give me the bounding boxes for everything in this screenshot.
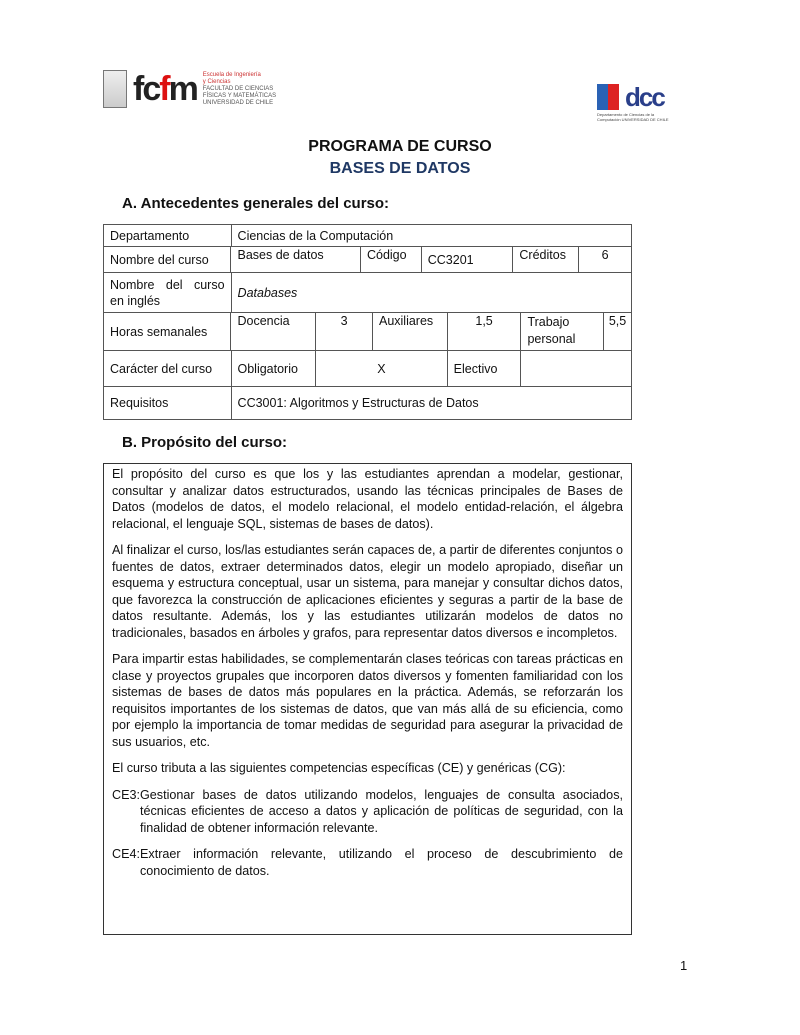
purpose-box xyxy=(103,463,632,935)
fcfm-wordmark: fcfm xyxy=(133,69,197,108)
competency-text: Gestionar bases de datos utilizando modelos, lenguajes de consulta asociados, técnicas eficientes de acceso a datos y aplicación de políticas de seguridad, con la finalidad de obtener información relevante. xyxy=(140,787,623,835)
cell-value: 1,5 xyxy=(448,313,522,350)
cell-label: Electivo xyxy=(448,351,522,386)
table-row xyxy=(103,350,632,386)
paragraph: El curso tributa a las siguientes competencias específicas (CE) y genéricas (CG): xyxy=(112,761,566,775)
page-number: 1 xyxy=(680,958,688,973)
paragraph: Para impartir estas habilidades, se complementarán clases teóricas con tareas prácticas en clase y proyectos grupales que incorporen datos diversos y fomenten familiaridad con los sistemas de bases de datos más populares en la práctica. Además, se reforzarán los requisitos importantes de los sistemas de datos, que van más allá de su eficiencia, como por ejemplo la importancia de tomar medidas de seguridad para asegurar la privacidad de sus usuarios, etc. xyxy=(112,652,623,749)
dcc-wordmark: dcc xyxy=(625,82,664,112)
cell-value: 3 xyxy=(316,313,373,350)
cell-label: Departamento xyxy=(104,225,232,246)
table-row xyxy=(103,312,632,350)
cell-value: 6 xyxy=(601,248,609,262)
competency-code: CE4: xyxy=(112,847,140,861)
cell-label: Carácter del curso xyxy=(104,351,232,386)
cell-label: Nombre del curso xyxy=(104,247,231,272)
cell-label: Código xyxy=(361,247,422,272)
competency-text: Extraer información relevante, utilizando el proceso de descubrimiento de conocimiento de datos. xyxy=(140,847,623,878)
cell-value: Bases de datos xyxy=(231,247,360,272)
competency-code: CE3: xyxy=(112,787,140,802)
cell-label: Auxiliares xyxy=(373,313,448,350)
paragraph: El propósito del curso es que los y las estudiantes aprendan a modelar, gestionar, consultar y analizar datos estructurados, usando las técnicas principales de Bases de Datos (modelos de datos, el modelo relacional, el modelo entidad-relación, el álgebra relacional, el lenguaje SQL, sistemas de bases de datos). xyxy=(112,467,623,531)
university-crest-icon xyxy=(597,84,619,110)
table-row xyxy=(103,272,632,312)
competency-ce4 xyxy=(112,846,623,879)
table-row xyxy=(103,386,632,420)
paragraph: Al finalizar el curso, los/las estudiantes serán capaces de, a partir de diferentes conjuntos o fuentes de datos, extraer determinados datos, elegir un modelo apropiado, diseñar un esquema y estructura conceptual, usar un sistema, para manejar y consultar dichos datos, que favorezca la construcción de aplicaciones eficientes y seguras a partir de la base de datos resultante. Además, los y las estudiantes utilizarán modelos de datos no tradicionales, basados en árboles y grafos, para representar datos diversos e incompletos. xyxy=(112,543,623,640)
cell-value: CC3001: Algoritmos y Estructuras de Datos xyxy=(237,396,479,410)
cell-value: Databases xyxy=(237,285,298,300)
competency-ce3 xyxy=(112,787,623,837)
cell-label: Requisitos xyxy=(104,387,232,419)
section-b-heading: B. Propósito del curso: xyxy=(122,434,288,451)
cell-label: Nombre del curso en inglés xyxy=(104,273,232,312)
cell-label: Trabajo personal xyxy=(521,313,604,350)
dcc-logo-text: Departamento de Ciencias de la Computación UNIVERSIDAD DE CHILE xyxy=(597,112,669,122)
course-title: BASES DE DATOS xyxy=(329,160,471,177)
cell-value: CC3201 xyxy=(422,247,514,272)
table-row xyxy=(103,246,632,272)
cell-label: Obligatorio xyxy=(232,351,317,386)
section-a-heading: A. Antecedentes generales del curso: xyxy=(122,195,390,212)
cell-value: X xyxy=(316,351,447,386)
cell-value: Ciencias de la Computación xyxy=(237,228,394,243)
table-row xyxy=(103,224,632,246)
cell-value xyxy=(521,351,631,386)
cell-value: 5,5 xyxy=(608,314,627,328)
cell-label: Créditos xyxy=(513,247,579,272)
document-title: PROGRAMA DE CURSO xyxy=(308,138,492,155)
university-crest-icon xyxy=(103,70,127,108)
dcc-logo xyxy=(597,76,677,122)
cell-label: Horas semanales xyxy=(104,313,231,350)
fcfm-logo-text: Escuela de Ingeniería y Ciencias FACULTAD DE CIENCIAS FÍSICAS Y MATEMÁTICAS UNIVERSIDAD DE CHILE xyxy=(202,71,277,106)
fcfm-logo xyxy=(103,66,283,112)
cell-label: Docencia xyxy=(231,313,316,350)
